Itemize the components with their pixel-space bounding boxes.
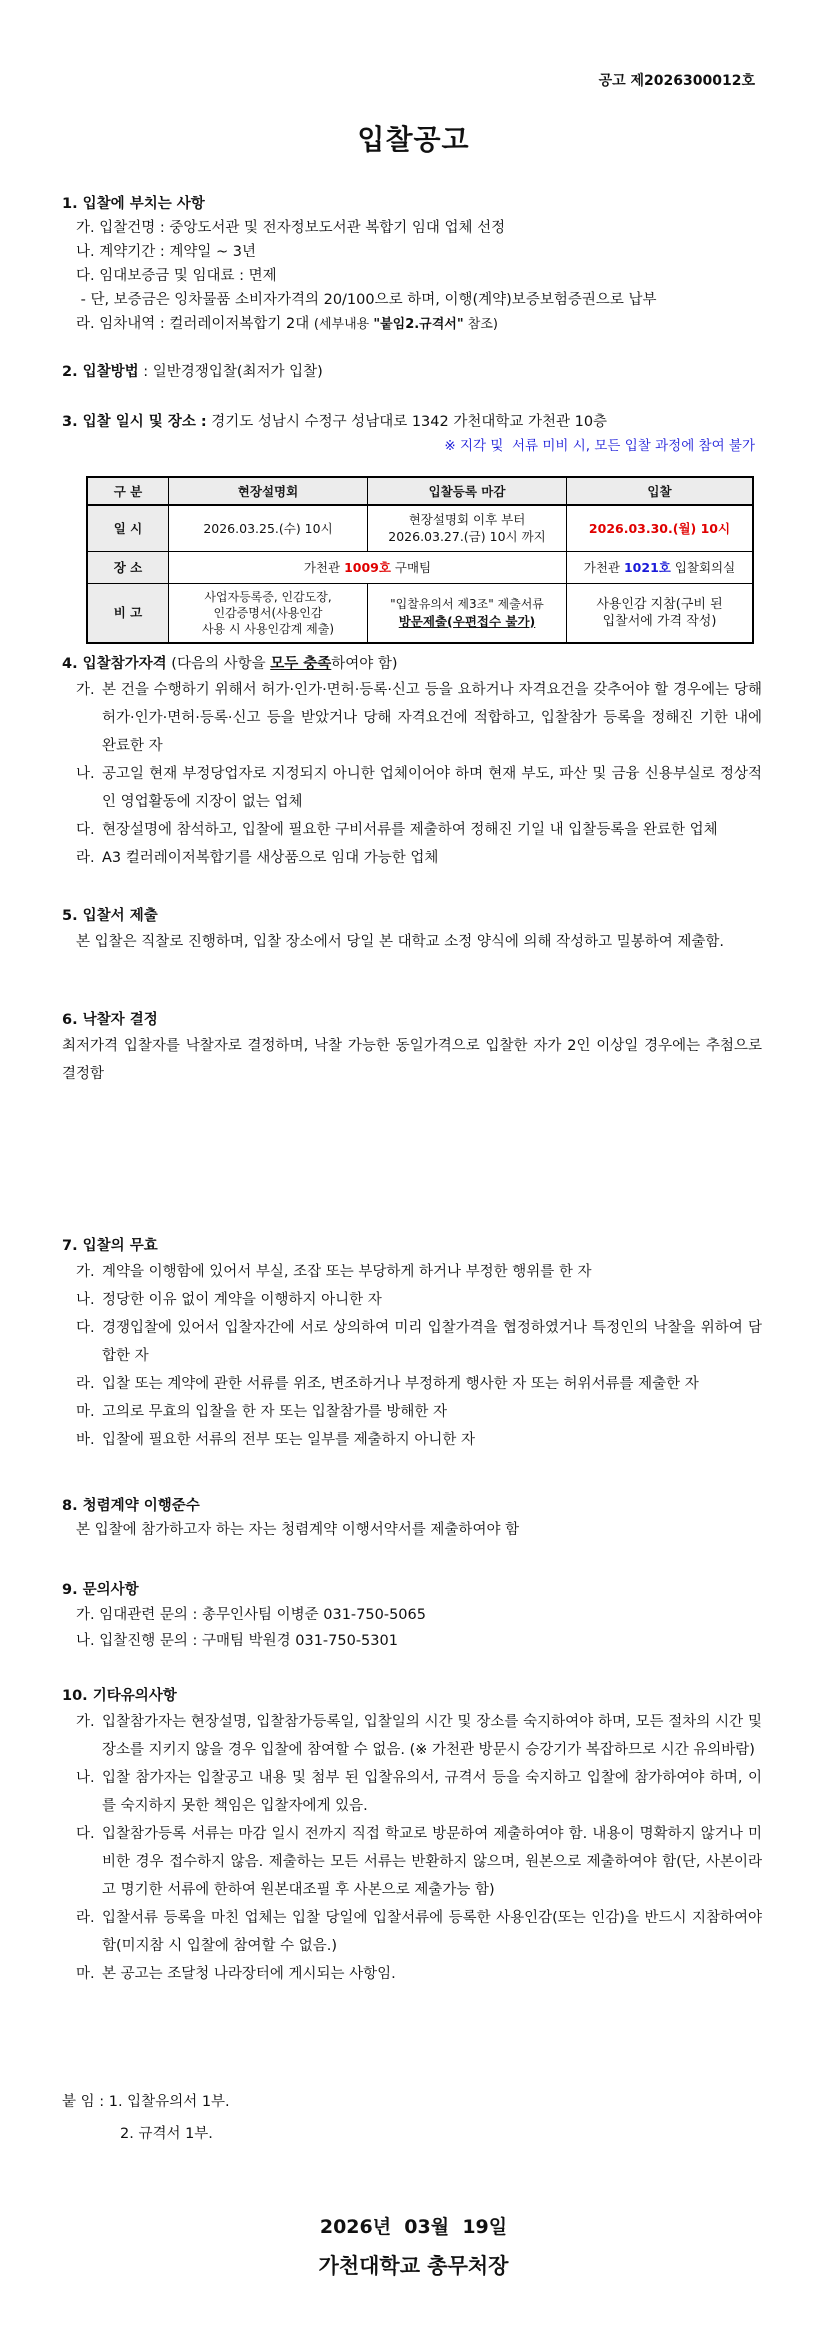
bid-place-room: 1021호 [623, 559, 671, 575]
s1-item-ra-note [314, 317, 498, 332]
list-item [62, 1314, 762, 1370]
list-item-text: 고의로 무효의 입찰을 한 자 또는 입찰참가를 방해한 자 [102, 1404, 448, 1420]
section-6 [62, 1008, 762, 1088]
list-marker: 라. [76, 850, 95, 866]
list-item [62, 1820, 762, 1904]
briefing-remarks-line2: 인감증명서(사용인감 [213, 605, 323, 620]
s3-warning-note: ※ 지각 및 서류 미비 시, 모든 입찰 과정에 참여 불가 [444, 438, 755, 454]
table-row-remarks [87, 583, 753, 643]
list-item [62, 1426, 762, 1454]
s9-item-na: 나. 입찰진행 문의 : 구매팀 박원경 031-750-5301 [76, 1633, 398, 1649]
s6-text: 최저가격 입찰자를 낙찰자로 결정하며, 낙찰 가능한 동일가격으로 입찰한 자가 2인 이상일 경우에는 추첨으로 결정함 [62, 1038, 762, 1082]
s1-item-na: 나. 계약기간 : 계약일 ~ 3년 [76, 244, 256, 260]
briefing-place [169, 551, 567, 583]
bid-remarks-line2: 입찰서에 가격 작성) [602, 613, 717, 629]
list-marker: 가. [76, 682, 95, 698]
registration-deadline-line2: 2026.03.27.(금) 10시 까지 [388, 529, 546, 545]
section-1 [62, 192, 762, 337]
list-item-text: 본 공고는 조달청 나라장터에 게시되는 사항임. [102, 1966, 396, 1982]
section-9-heading: 9. 문의사항 [62, 1582, 139, 1598]
section-1-heading: 1. 입찰에 부치는 사항 [62, 196, 205, 212]
s1-item-deposit-note: - 단, 보증금은 잉차물품 소비자가격의 20/100으로 하며, 이행(계약)보증보험증권으로 납부 [76, 292, 657, 308]
list-item-text: 경쟁입찰에 있어서 입찰자간에 서로 상의하여 미리 입찰가격을 협정하였거나 특정인의 낙찰을 위하여 담합한 자 [102, 1320, 762, 1364]
list-marker: 가. [76, 1714, 95, 1730]
attachment-item-2: 2. 규격서 1부. [120, 2126, 213, 2142]
section-2-heading: 2. 입찰방법 [62, 364, 139, 380]
section-8 [62, 1494, 762, 1542]
list-marker: 나. [76, 1292, 95, 1308]
list-item [62, 1960, 762, 1988]
table-header: 입찰 [567, 477, 754, 505]
section-7-heading: 7. 입찰의 무효 [62, 1238, 158, 1254]
section-3-heading: 3. 입찰 일시 및 장소 : [62, 414, 207, 430]
list-marker: 마. [76, 1966, 95, 1982]
list-item [62, 1398, 762, 1426]
list-item-text: 입찰참가자는 현장설명, 입찰참가등록일, 입찰일의 시간 및 장소를 숙지하여야 하며, 모든 절차의 시간 및 장소를 지키지 않을 경우 입찰에 참여할 수 없음. (※ 가천관 방문시 승강기가 복잡하므로 시간 유의바람) [102, 1714, 762, 1758]
list-item [62, 1904, 762, 1960]
list-item-text: A3 컬러레이저복합기를 새상품으로 임대 가능한 업체 [102, 850, 439, 866]
list-item [62, 1708, 762, 1764]
table-row-place [87, 551, 753, 583]
table-header: 구 분 [87, 477, 169, 505]
list-marker: 다. [76, 822, 95, 838]
bid-place [567, 551, 754, 583]
s8-text: 본 입찰에 참가하고자 하는 자는 청렴계약 이행서약서를 제출하여야 함 [76, 1522, 520, 1538]
list-marker: 바. [76, 1432, 95, 1448]
section-2 [62, 360, 762, 384]
section-10 [62, 1684, 762, 1988]
registration-remarks [368, 583, 567, 643]
page-title: 입찰공고 [357, 123, 470, 156]
list-item-text: 입찰참가등록 서류는 마감 일시 전까지 직접 학교로 방문하여 제출하여야 함. 내용이 명확하지 않거나 미비한 경우 접수하지 않음. 제출하는 모든 서류는 반환하지 않으며, 원본으로 제출하여야 함(단, 사본이라고 명기한 서류에 한하여 원본대조필 후 사본으로 제출가능 함) [102, 1826, 762, 1898]
section-5-heading: 5. 입찰서 제출 [62, 908, 158, 924]
notice-number: 공고 제2026300012호 [598, 73, 755, 89]
list-item [62, 1286, 762, 1314]
list-item [62, 844, 762, 872]
table-header: 입찰등록 마감 [368, 477, 567, 505]
s1-item-ga: 가. 입찰건명 : 중앙도서관 및 전자정보도서관 복합기 임대 업체 선정 [76, 220, 506, 236]
s1-item-ra-note-pre: (세부내용 [313, 317, 374, 332]
briefing-datetime: 2026.03.25.(수) 10시 [169, 505, 368, 551]
bid-place-room-name: 입찰회의실 [670, 559, 736, 575]
list-item [62, 1370, 762, 1398]
s1-item-ra-note-bold: "붙임2.규격서" [373, 317, 464, 332]
section-9 [62, 1548, 762, 1654]
s1-item-da: 다. 임대보증금 및 임대료 : 면제 [76, 268, 277, 284]
bid-remarks-line1: 사용인감 지참(구비 된 [596, 596, 723, 612]
bid-datetime: 2026.03.30.(월) 10시 [567, 505, 754, 551]
briefing-place-room: 1009호 [344, 559, 391, 575]
list-marker: 다. [76, 1826, 95, 1842]
section-5 [62, 904, 762, 956]
list-marker: 마. [76, 1404, 95, 1420]
row-label: 일 시 [87, 505, 169, 551]
list-marker: 나. [76, 766, 95, 782]
section-6-heading: 6. 낙찰자 결정 [62, 1012, 158, 1028]
registration-deadline-line1: 현장설명회 이후 부터 [408, 512, 526, 528]
attachment-list: 붙 임 : 1. 입찰유의서 1부. [62, 2094, 230, 2110]
list-item [62, 676, 762, 760]
list-marker: 가. [76, 1264, 95, 1280]
briefing-place-team: 구매팀 [390, 559, 432, 575]
issue-date: 2026년 03월 19일 [319, 2216, 508, 2238]
signer: 가천대학교 총무처장 [318, 2254, 509, 2278]
section-4 [62, 652, 762, 872]
section-3 [62, 410, 762, 434]
list-item-text: 현장설명에 참석하고, 입찰에 필요한 구비서류를 제출하여 정해진 기일 내 입찰등록을 완료한 업체 [102, 822, 718, 838]
registration-deadline [368, 505, 567, 551]
s1-item-ra-text: 라. 임차내역 : 컬러레이저복합기 2대 [76, 316, 314, 332]
table-header: 현장설명회 [169, 477, 368, 505]
list-item [62, 1764, 762, 1820]
section-4-heading: 4. 입찰참가자격 [62, 656, 167, 672]
s4-heading-note-pre: (다음의 사항을 [166, 656, 271, 672]
section-7 [62, 1234, 762, 1454]
bid-place-building: 가천관 [583, 559, 624, 575]
list-item-text: 입찰서류 등록을 마친 업체는 입찰 당일에 입찰서류에 등록한 사용인감(또는 인감)을 반드시 지참하여야 함(미지참 시 입찰에 참여할 수 없음.) [102, 1910, 762, 1954]
list-item-text: 입찰 또는 계약에 관한 서류를 위조, 변조하거나 부정하게 행사한 자 또는 허위서류를 제출한 자 [102, 1376, 699, 1392]
table-row-datetime [87, 505, 753, 551]
briefing-place-building: 가천관 [303, 559, 345, 575]
list-item [62, 760, 762, 816]
bid-remarks [567, 583, 754, 643]
list-item-text: 입찰에 필요한 서류의 전부 또는 일부를 제출하지 아니한 자 [102, 1432, 476, 1448]
s9-item-ga: 가. 임대관련 문의 : 총무인사팀 이병준 031-750-5065 [76, 1607, 426, 1623]
list-marker: 나. [76, 1770, 95, 1786]
list-item-text: 입찰 참가자는 입찰공고 내용 및 첨부 된 입찰유의서, 규격서 등을 숙지하고 입찰에 참가하여야 하며, 이를 숙지하지 못한 책임은 입찰자에게 있음. [102, 1770, 762, 1814]
registration-remarks-line1: "입찰유의서 제3조" 제출서류 [390, 596, 544, 611]
section-8-heading: 8. 청렴계약 이행준수 [62, 1498, 200, 1514]
s3-text: 경기도 성남시 수정구 성남대로 1342 가천대학교 가천관 10층 [206, 414, 608, 430]
list-marker: 다. [76, 1320, 95, 1336]
s1-item-ra [62, 312, 762, 337]
list-item-text: 정당한 이유 없이 계약을 이행하지 아니한 자 [102, 1292, 382, 1308]
s1-item-ra-note-post: 참조) [463, 317, 498, 332]
s5-text: 본 입찰은 직찰로 진행하며, 입찰 장소에서 당일 본 대학교 소정 양식에 의해 작성하고 밀봉하여 제출함. [76, 934, 725, 950]
list-item [62, 816, 762, 844]
section-10-heading: 10. 기타유의사항 [62, 1688, 177, 1704]
s4-heading-note-bold: 모두 충족 [270, 656, 332, 672]
briefing-remarks-line1: 사업자등록증, 인감도장, [204, 589, 332, 604]
list-item-text: 본 건을 수행하기 위해서 허가·인가·면허·등록·신고 등을 요하거나 자격요건을 갖추어야 할 경우에는 당해 허가·인가·면허·등록·신고 등을 받았거나 당해 자격요건에 적합하고, 입찰참가 등록을 정해진 기한 내에 완료한 자 [102, 682, 762, 754]
list-item [62, 1258, 762, 1286]
briefing-remarks [169, 583, 368, 643]
list-item-text: 계약을 이행함에 있어서 부실, 조잡 또는 부당하게 하거나 부정한 행위를 한 자 [102, 1264, 592, 1280]
s2-text: : 일반경쟁입찰(최저가 입찰) [138, 364, 323, 380]
row-label: 장 소 [87, 551, 169, 583]
briefing-remarks-line3: 사용 시 사용인감계 제출) [201, 621, 335, 636]
bid-schedule-table [86, 476, 754, 644]
list-marker: 라. [76, 1376, 95, 1392]
list-marker: 라. [76, 1910, 95, 1926]
row-label: 비 고 [87, 583, 169, 643]
s4-heading-note-post: 하여야 함) [331, 656, 398, 672]
list-item-text: 공고일 현재 부정당업자로 지정되지 아니한 업체이어야 하며 현재 부도, 파산 및 금융 신용부실로 정상적인 영업활동에 지장이 없는 업체 [102, 766, 762, 810]
table-header-row [87, 477, 753, 505]
registration-remarks-line2: 방문제출(우편접수 불가) [398, 613, 536, 629]
